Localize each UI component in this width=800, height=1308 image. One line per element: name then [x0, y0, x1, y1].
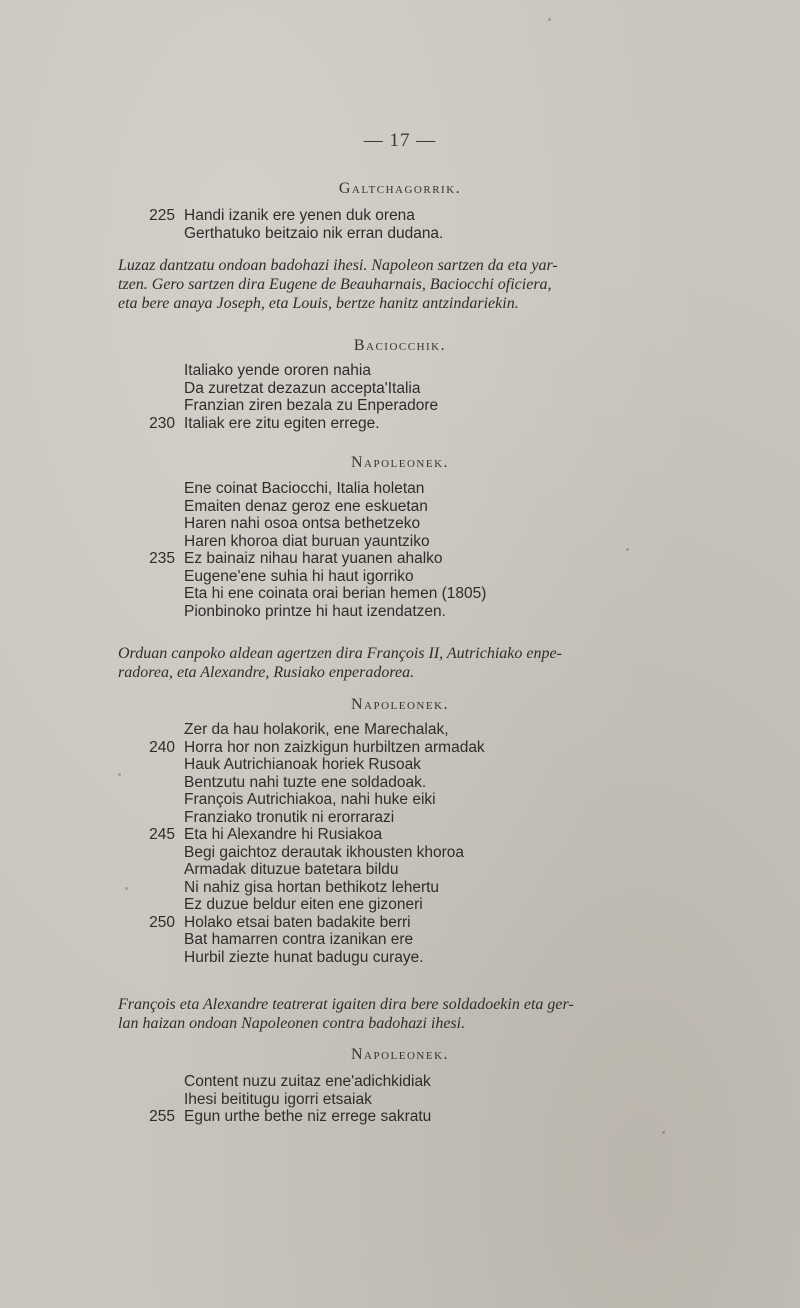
verse-text: Da zuretzat dezazun accepta'Italia: [184, 379, 421, 397]
verse-line: [0, 207, 800, 225]
verse-line: [0, 1073, 800, 1091]
line-number: 245: [149, 826, 175, 843]
verse-text: Franzian ziren bezala zu Enperadore: [184, 397, 439, 414]
verse-line: [0, 480, 800, 498]
stage-line: François eta Alexandre teatrerat igaiten dira bere soldadoekin eta ger-: [118, 996, 574, 1013]
page-number: — 17 —: [363, 130, 437, 151]
verse-line: [0, 225, 800, 243]
verse-text: Armadak dituzue batetara bildu: [184, 861, 399, 878]
stage-line: Luzaz dantzatu ondoan badohazi ihesi. Napoleon sartzen da eta yar-: [118, 257, 558, 274]
verse-text: Haren nahi osoa ontsa bethetzeko: [184, 515, 421, 532]
line-number: 255: [149, 1108, 175, 1125]
verse-text: Emaiten denaz geroz ene eskuetan: [184, 497, 428, 515]
verse-line: [0, 809, 800, 827]
speaker-heading: Baciocchik.: [353, 337, 447, 354]
verse-line: [0, 380, 800, 398]
speaker-heading: Galtchagorrik.: [338, 180, 462, 197]
verse-line: [0, 550, 800, 568]
verse-text: Ene coinat Baciocchi, Italia holetan: [184, 480, 425, 497]
verse-line: [0, 585, 800, 603]
verse-line: [0, 397, 800, 415]
verse-text: Italiako yende ororen nahia: [184, 362, 371, 379]
speaker-heading: Napoleonek.: [350, 696, 450, 713]
paper-speck: [626, 548, 629, 551]
verse-text: Bat hamarren contra izanikan ere: [184, 931, 414, 948]
verse-text: Gerthatuko beitzaio nik erran dudana.: [184, 224, 444, 242]
verse-block: [0, 721, 800, 966]
verse-line: [0, 1091, 800, 1109]
verse-line: [0, 931, 800, 949]
verse-line: [0, 739, 800, 757]
line-number: 250: [149, 913, 175, 931]
verse-line: [0, 896, 800, 914]
verse-line: [0, 756, 800, 774]
paper-speck: [548, 18, 551, 21]
speaker-heading: Napoleonek.: [350, 454, 450, 471]
verse-line: [0, 515, 800, 533]
verse-line: [0, 861, 800, 879]
speaker-heading: Napoleonek.: [350, 1046, 450, 1063]
verse-text: Eta hi Alexandre hi Rusiakoa: [184, 826, 383, 843]
verse-line: [0, 879, 800, 897]
verse-text: Pionbinoko printze hi haut izendatzen.: [184, 602, 446, 620]
verse-line: [0, 949, 800, 967]
verse-line: [0, 774, 800, 792]
verse-text: Haren khoroa diat buruan yauntziko: [184, 532, 430, 550]
verse-text: Eugene'ene suhia hi haut igorriko: [184, 567, 414, 585]
paper-speck: [662, 1131, 665, 1134]
stage-line: radorea, eta Alexandre, Rusiako enperadorea.: [118, 664, 415, 681]
verse-line: [0, 603, 800, 621]
line-number: 235: [149, 550, 175, 567]
verse-text: Horra hor non zaizkigun hurbiltzen armadak: [184, 738, 485, 756]
verse-text: François Autrichiakoa, nahi huke eiki: [184, 791, 436, 808]
verse-text: Begi gaichtoz derautak ikhousten khoroa: [184, 843, 465, 861]
verse-text: Ez duzue beldur eiten ene gizoneri: [184, 896, 423, 913]
verse-line: [0, 721, 800, 739]
verse-line: [0, 844, 800, 862]
stage-direction: [118, 256, 678, 313]
stage-direction: [118, 644, 678, 682]
verse-text: Ni nahiz gisa hortan bethikotz lehertu: [184, 878, 440, 896]
verse-text: Eta hi ene coinata orai berian hemen (1805): [184, 585, 487, 602]
line-number: 230: [149, 414, 175, 432]
verse-text: Content nuzu zuitaz ene'adichkidiak: [184, 1073, 431, 1090]
stage-line: Orduan canpoko aldean agertzen dira François II, Autrichiako enpe-: [118, 645, 562, 662]
line-number: 225: [149, 207, 175, 224]
verse-text: Franziako tronutik ni erorrarazi: [184, 808, 395, 826]
verse-line: [0, 533, 800, 551]
paper-speck: [125, 887, 128, 890]
verse-line: [0, 362, 800, 380]
verse-text: Hurbil ziezte hunat badugu curaye.: [184, 948, 424, 966]
verse-line: [0, 415, 800, 433]
verse-line: [0, 914, 800, 932]
verse-text: Ihesi beititugu igorri etsaiak: [184, 1090, 372, 1108]
verse-block: [0, 362, 800, 432]
verse-line: [0, 498, 800, 516]
verse-text: Zer da hau holakorik, ene Marechalak,: [184, 721, 449, 738]
verse-line: [0, 568, 800, 586]
paper-speck: [118, 773, 121, 776]
stage-line: eta bere anaya Joseph, eta Louis, bertze hanitz antzindariekin.: [118, 295, 519, 312]
stage-line: lan haizan ondoan Napoleonen contra badohazi ihesi.: [118, 1015, 466, 1032]
verse-block: [0, 480, 800, 620]
verse-block: [0, 207, 800, 242]
verse-text: Hauk Autrichianoak horiek Rusoak: [184, 756, 421, 773]
stage-direction: [118, 995, 678, 1033]
stage-line: tzen. Gero sartzen dira Eugene de Beauharnais, Baciocchi oficiera,: [118, 276, 552, 293]
verse-line: [0, 791, 800, 809]
verse-block: [0, 1073, 800, 1126]
verse-line: [0, 826, 800, 844]
verse-text: Egun urthe bethe niz errege sakratu: [184, 1108, 432, 1125]
verse-text: Italiak ere zitu egiten errege.: [184, 414, 380, 432]
line-number: 240: [149, 738, 175, 756]
verse-text: Bentzutu nahi tuzte ene soldadoak.: [184, 773, 427, 791]
verse-text: Holako etsai baten badakite berri: [184, 913, 411, 931]
verse-text: Handi izanik ere yenen duk orena: [184, 207, 415, 224]
verse-line: [0, 1108, 800, 1126]
verse-text: Ez bainaiz nihau harat yuanen ahalko: [184, 550, 443, 567]
